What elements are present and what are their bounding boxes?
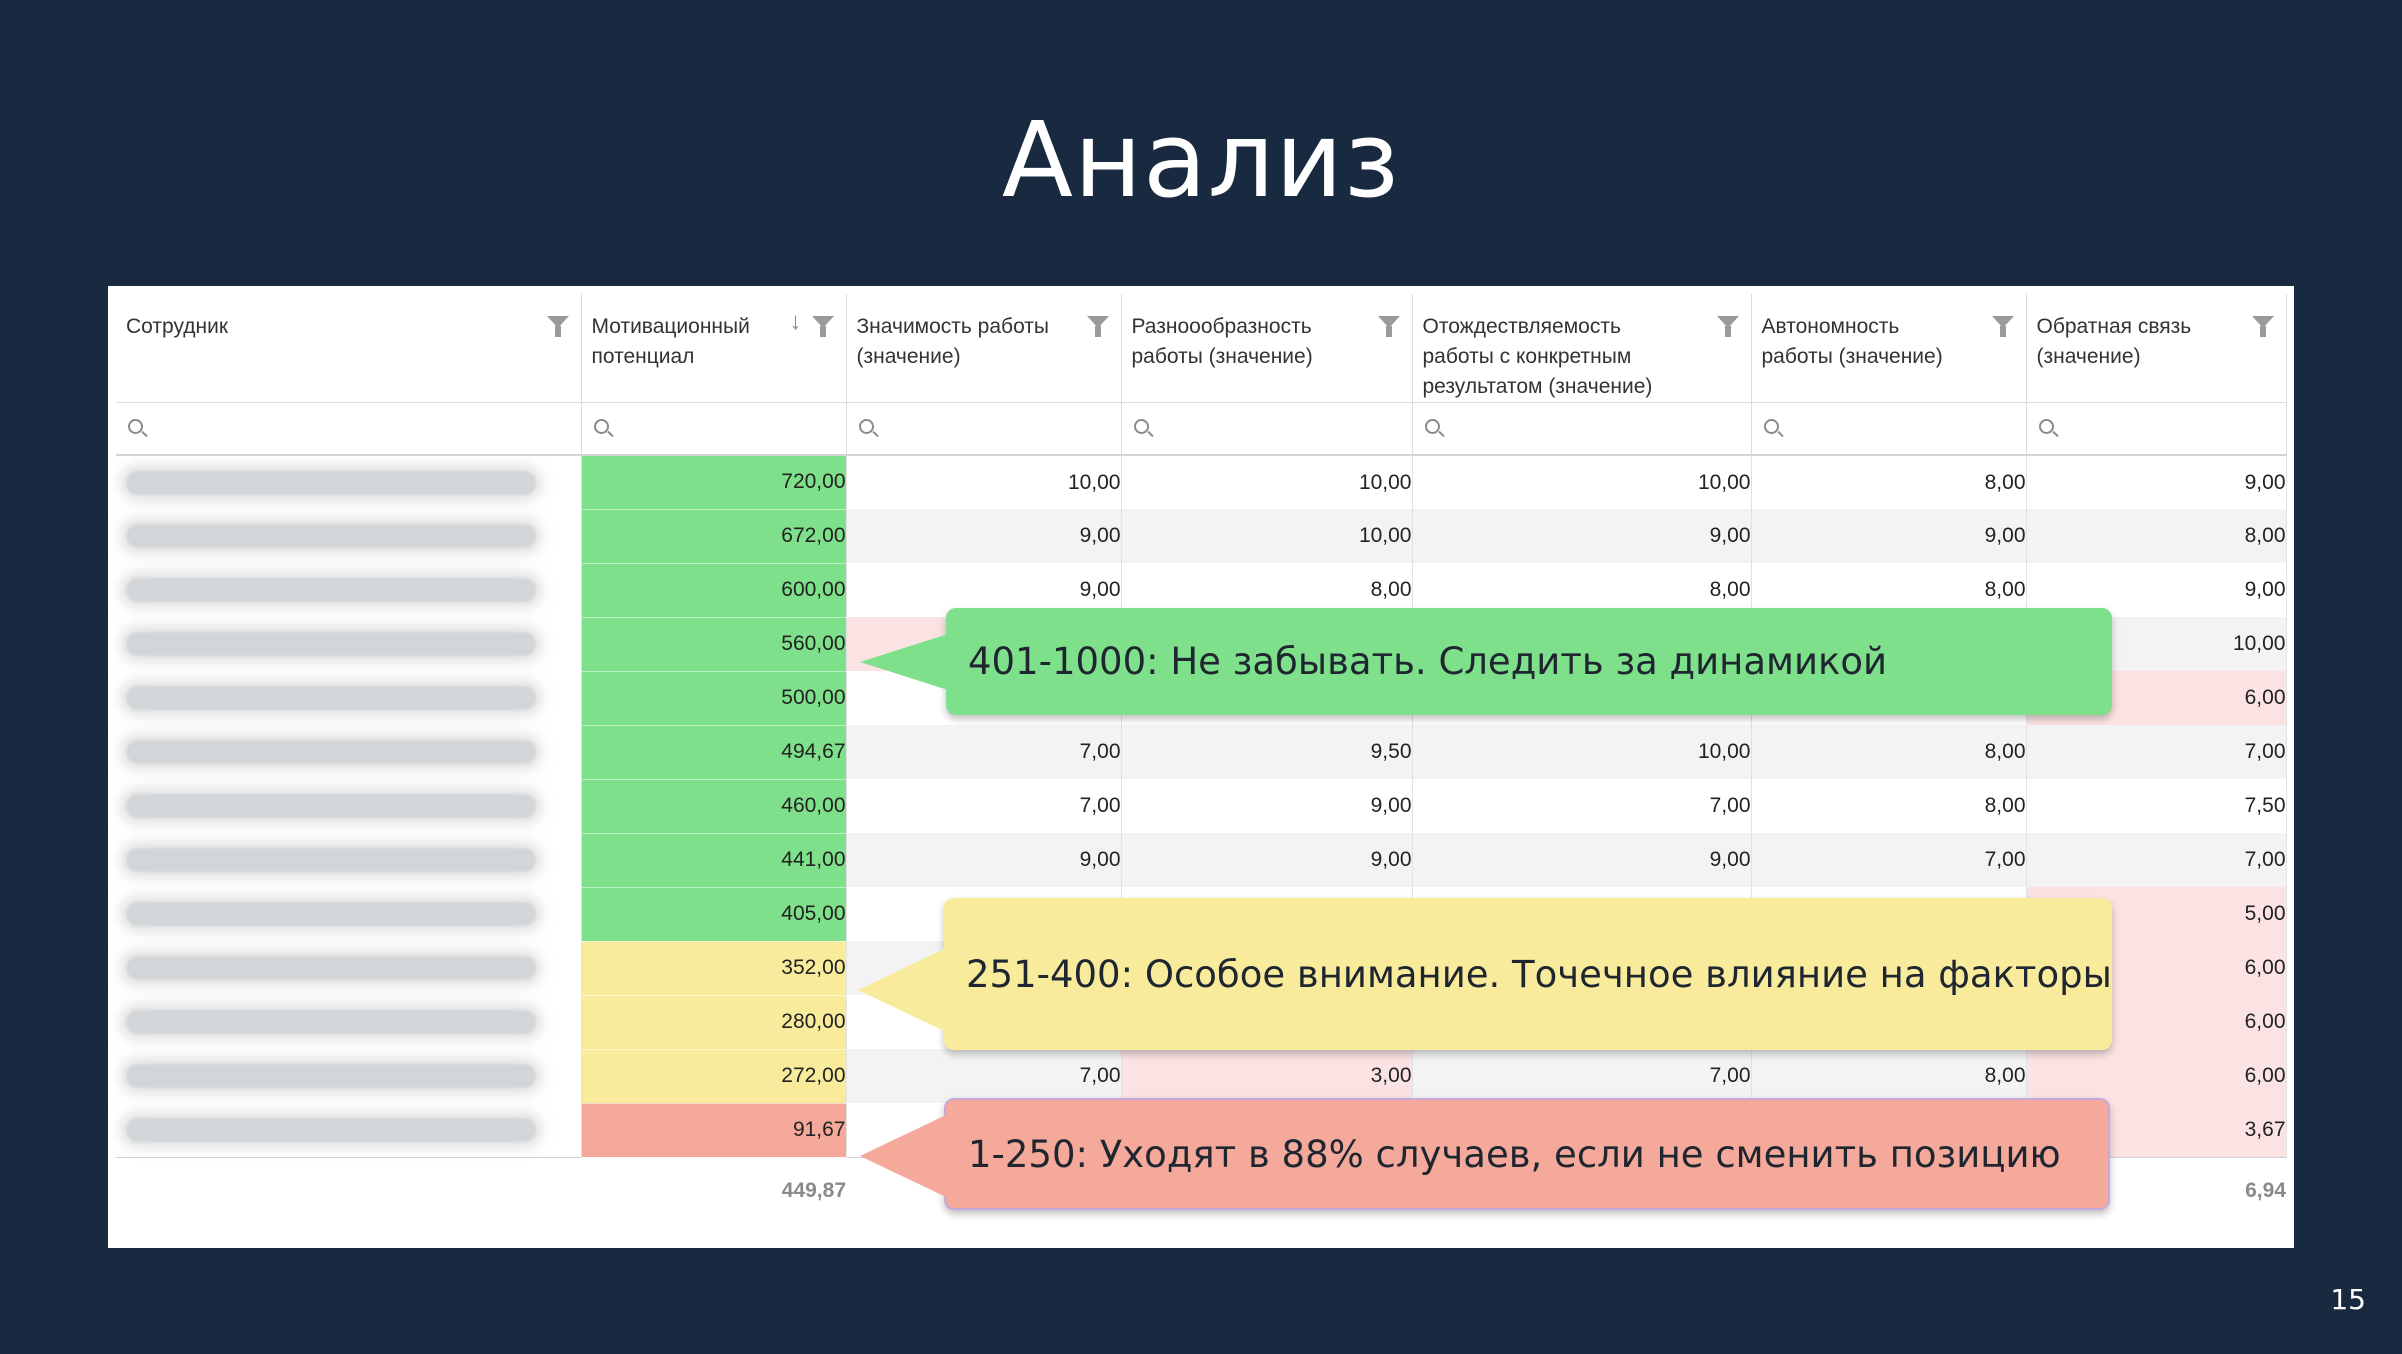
column-search-field[interactable] [1412, 403, 1751, 456]
value-cell: 8,00 [1751, 779, 2026, 833]
search-icon [594, 419, 609, 434]
filter-icon[interactable] [2252, 316, 2274, 328]
data-rows [116, 455, 2286, 1157]
motivation-cell: 352,00 [581, 941, 846, 995]
motivation-cell: 405,00 [581, 887, 846, 941]
value-cell: 9,00 [846, 563, 1121, 617]
callout-high-range [946, 608, 2112, 715]
value-cell: 7,50 [2026, 779, 2286, 833]
callout-text: 401-1000: Не забывать. Следить за динамикой [968, 640, 1888, 683]
value-cell: 9,50 [1121, 725, 1412, 779]
value-cell: 10,00 [1412, 725, 1751, 779]
column-header-label: Значимость работы (значение) [856, 315, 1049, 368]
value-cell: 9,00 [2026, 563, 2286, 617]
value-cell: 8,00 [1751, 563, 2026, 617]
table-row[interactable] [116, 455, 2286, 509]
filter-icon[interactable] [812, 316, 834, 328]
callout-text: 1-250: Уходят в 88% случаев, если не сменить позицию [968, 1132, 2061, 1176]
column-header-label: Отождествляемость работы с конкретным результатом (значение) [1422, 315, 1653, 398]
filter-icon[interactable] [1087, 316, 1109, 328]
value-cell: 7,00 [846, 725, 1121, 779]
search-icon [128, 419, 143, 434]
data-grid [116, 294, 2287, 1225]
value-cell: 7,00 [846, 1049, 1121, 1103]
value-cell: 8,00 [1751, 455, 2026, 509]
sort-desc-icon[interactable]: ↓ [789, 308, 802, 335]
callout-low-range [944, 1098, 2110, 1210]
search-icon [1425, 419, 1440, 434]
column-header-label: Обратная связь (значение) [2036, 315, 2192, 368]
redacted-name [126, 1010, 536, 1034]
value-cell: 9,00 [2026, 455, 2286, 509]
value-cell: 8,00 [2026, 509, 2286, 563]
table-row[interactable] [116, 779, 2286, 833]
redacted-name [126, 740, 536, 764]
value-cell: 8,00 [1751, 1049, 2026, 1103]
total-value: 6,94 [2026, 1157, 2286, 1225]
value-cell: 10,00 [1121, 455, 1412, 509]
value-cell: 7,00 [1751, 833, 2026, 887]
employee-cell [116, 617, 581, 671]
redacted-name [126, 902, 536, 926]
employee-cell [116, 509, 581, 563]
value-cell: 3,67 [2026, 1103, 2286, 1157]
value-cell: 10,00 [1412, 455, 1751, 509]
total-motivation: 449,87 [581, 1157, 846, 1225]
column-search-field[interactable] [846, 403, 1121, 456]
column-header-feedback[interactable] [2026, 294, 2286, 403]
motivation-cell: 494,67 [581, 725, 846, 779]
value-cell: 9,00 [1121, 779, 1412, 833]
employee-cell [116, 455, 581, 509]
motivation-cell: 720,00 [581, 455, 846, 509]
value-cell: 8,00 [1412, 563, 1751, 617]
column-header-identity[interactable] [1412, 294, 1751, 403]
value-cell: 9,00 [846, 509, 1121, 563]
column-header-significance[interactable] [846, 294, 1121, 403]
filter-icon[interactable] [1717, 316, 1739, 328]
search-icon [1764, 419, 1779, 434]
value-cell: 5,00 [2026, 887, 2286, 941]
value-cell: 8,00 [1121, 563, 1412, 617]
totals-label-cell [116, 1157, 581, 1225]
callout-text: 251-400: Особое внимание. Точечное влияние на факторы [966, 952, 2112, 996]
column-search-field[interactable] [1751, 403, 2026, 456]
column-search-field[interactable] [116, 403, 581, 456]
table-row[interactable] [116, 509, 2286, 563]
callout-pointer [858, 948, 946, 1032]
value-cell: 7,00 [2026, 725, 2286, 779]
redacted-name [126, 1064, 536, 1088]
redacted-name [126, 578, 536, 602]
column-header-employee[interactable] [116, 294, 581, 403]
employee-cell [116, 563, 581, 617]
employee-cell [116, 1049, 581, 1103]
column-header-label: Сотрудник [126, 315, 229, 338]
value-cell: 8,00 [1751, 725, 2026, 779]
motivation-cell: 441,00 [581, 833, 846, 887]
motivation-cell: 91,67 [581, 1103, 846, 1157]
motivation-cell: 460,00 [581, 779, 846, 833]
redacted-name [126, 524, 536, 548]
redacted-name [126, 956, 536, 980]
employee-cell [116, 887, 581, 941]
employee-cell [116, 941, 581, 995]
value-cell: 6,00 [2026, 671, 2286, 725]
slide-title: Анализ [1001, 99, 1401, 221]
table-row[interactable] [116, 833, 2286, 887]
filter-icon[interactable] [1378, 316, 1400, 328]
value-cell: 9,00 [1412, 509, 1751, 563]
table-row[interactable] [116, 725, 2286, 779]
motivation-cell: 600,00 [581, 563, 846, 617]
column-search-field[interactable] [2026, 403, 2286, 456]
value-cell: 6,00 [2026, 995, 2286, 1049]
filter-icon[interactable] [547, 316, 569, 328]
callout-mid-range [944, 898, 2112, 1050]
search-icon [859, 419, 874, 434]
employee-cell [116, 833, 581, 887]
column-search-field[interactable] [581, 403, 846, 456]
filter-icon[interactable] [1992, 316, 2014, 328]
redacted-name [126, 632, 536, 656]
value-cell: 3,00 [1121, 1049, 1412, 1103]
value-cell: 10,00 [2026, 617, 2286, 671]
value-cell: 9,00 [1412, 833, 1751, 887]
employee-cell [116, 1103, 581, 1157]
value-cell: 9,00 [1751, 509, 2026, 563]
column-header-autonomy[interactable] [1751, 294, 2026, 403]
redacted-name [126, 794, 536, 818]
value-cell: 10,00 [846, 455, 1121, 509]
value-cell: 7,00 [1412, 779, 1751, 833]
motivation-cell: 560,00 [581, 617, 846, 671]
motivation-cell: 672,00 [581, 509, 846, 563]
column-header-label: Мотивационный потенциал [591, 315, 750, 368]
value-cell: 7,00 [846, 779, 1121, 833]
column-header-variety[interactable] [1121, 294, 1412, 403]
redacted-name [126, 686, 536, 710]
value-cell: 7,00 [1412, 1049, 1751, 1103]
page-number: 15 [2330, 1283, 2366, 1316]
value-cell: 10,00 [1121, 509, 1412, 563]
column-header-label: Автономность работы (значение) [1761, 315, 1943, 368]
employee-cell [116, 671, 581, 725]
search-icon [2039, 419, 2054, 434]
employee-cell [116, 725, 581, 779]
table-row[interactable] [116, 1049, 2286, 1103]
redacted-name [126, 1118, 536, 1142]
value-cell: 6,00 [2026, 941, 2286, 995]
column-search-field[interactable] [1121, 403, 1412, 456]
value-cell: 9,00 [1121, 833, 1412, 887]
motivation-cell: 280,00 [581, 995, 846, 1049]
search-icon [1134, 419, 1149, 434]
redacted-name [126, 471, 536, 495]
motivation-cell: 500,00 [581, 671, 846, 725]
column-header-motivation[interactable] [581, 294, 846, 403]
value-cell: 6,00 [2026, 1049, 2286, 1103]
employee-cell [116, 995, 581, 1049]
motivation-cell: 272,00 [581, 1049, 846, 1103]
column-header-label: Разноообразность работы (значение) [1131, 315, 1313, 368]
callout-pointer [860, 1114, 948, 1198]
value-cell: 7,00 [2026, 833, 2286, 887]
redacted-name [126, 848, 536, 872]
value-cell: 9,00 [846, 833, 1121, 887]
callout-pointer [860, 634, 948, 690]
employee-cell [116, 779, 581, 833]
